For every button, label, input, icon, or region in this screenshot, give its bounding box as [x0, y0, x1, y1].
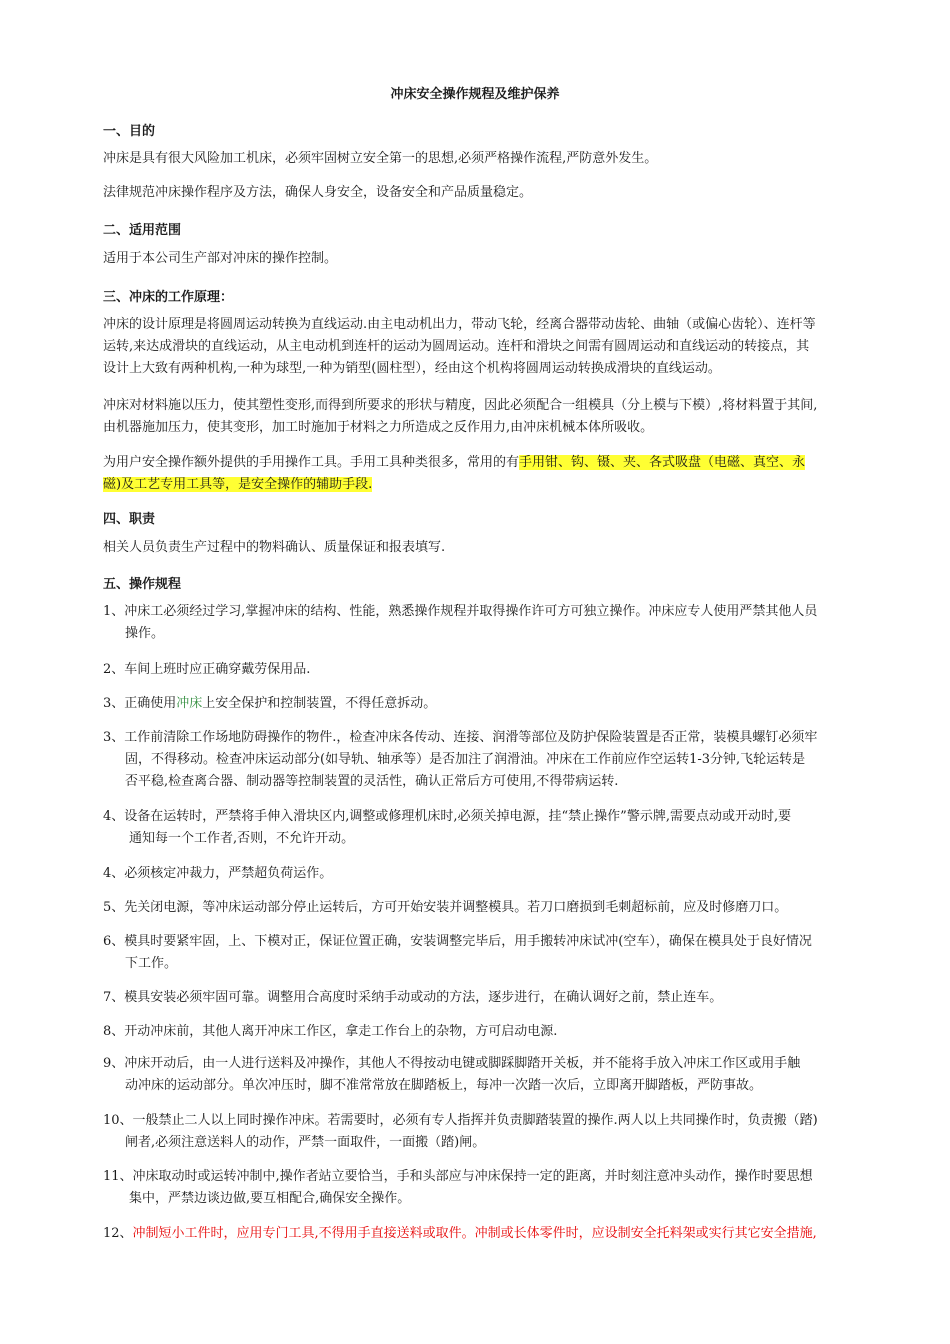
rule-item: [103, 693, 863, 715]
text-line: 4、设备在运转时，严禁将手伸入滑块区内,调整或修理机床时,必须关掉电源，挂“禁止操作”警示牌,需要点动或开动时,要: [103, 809, 792, 824]
paragraph: 法律规范冲床操作程序及方法，确保人身安全，设备安全和产品质量稳定。: [103, 185, 533, 200]
paragraph: [103, 452, 863, 496]
text-line: 通知每一个工作者,否则，不允许开动。: [129, 831, 355, 846]
text-line: 9、冲床开动后，由一人进行送料及冲操作，其他人不得按动电键或脚踩脚踏开关板，并不能将手放入冲床工作区或用手触: [103, 1056, 801, 1071]
text-line: 1、冲床工必须经过学习,掌握冲床的结构、性能，熟悉操作规程并取得操作许可方可独立操作。冲床应专人使用严禁其他人员: [103, 604, 818, 619]
rule-item: 5、先关闭电源，等冲床运动部分停止运转后，方可开始安装并调整模具。若刀口磨损到毛刺超标前，应及时修磨刀口。: [103, 900, 788, 915]
rule-item: 7、模具安装必须牢固可靠。调整用合高度时采纳手动或动的方法，逐步进行，在确认调好之前，禁止连车。: [103, 990, 723, 1005]
text-span: 3、正确使用: [103, 696, 177, 711]
text-span: 12、: [103, 1226, 133, 1241]
document-title: 冲床安全操作规程及维护保养: [390, 87, 560, 102]
text-line: 6、模具时要紧牢固，上、下模对正，保证位置正确，安装调整完毕后，用手搬转冲床试冲(空车），确保在模具处于良好情况: [103, 934, 812, 949]
paragraph: [103, 395, 863, 439]
section-heading-duties: 四、职责: [103, 512, 156, 527]
text-line: 冲床对材料施以压力，使其塑性变形,而得到所要求的形状与精度，因此必须配合一组模具（分上模与下模）,将材料置于其间,: [103, 398, 818, 413]
text-line: 3、工作前清除工作场地防碍操作的物件.，检查冲床各传动、连接、润滑等部位及防护保险装置是否正常，装模具螺钉必须牢: [103, 730, 818, 745]
rule-item: [103, 1166, 863, 1210]
rule-item: [103, 727, 863, 793]
rule-item: [103, 1053, 863, 1097]
section-heading-rules: 五、操作规程: [103, 577, 182, 592]
rule-item: 4、必须核定冲裁力，严禁超负荷运作。: [103, 866, 333, 881]
highlighted-text: 磁)及工艺专用工具等，是安全操作的辅助手段.: [103, 477, 373, 492]
text-line: 设计上大致有两种机构,一种为球型,一种为销型(圆柱型），经由这个机构将圆周运动转换成滑块的直线运动。: [103, 361, 721, 376]
text-line: 运转,来达成滑块的直线运动，从主电动机到连杆的运动为圆周运动。连杆和滑块之间需有圆周运动和直线运动的转接点，其: [103, 339, 810, 354]
rule-item: [103, 1223, 863, 1245]
section-heading-principle: 三、冲床的工作原理：: [103, 290, 234, 305]
paragraph: 适用于本公司生产部对冲床的操作控制。: [103, 251, 338, 266]
text-line: [103, 452, 863, 474]
text-line: 动冲床的运动部分。单次冲压时，脚不准常常放在脚踏板上，每冲一次踏一次后，立即离开脚踏板，严防事故。: [125, 1078, 763, 1093]
text-line: 闸者,必须注意送料人的动作，严禁一面取件，一面搬（踏)闸。: [125, 1135, 486, 1150]
text-line: 下工作。: [125, 956, 178, 971]
rule-item: 2、车间上班时应正确穿戴劳保用品.: [103, 662, 311, 677]
rule-item: [103, 806, 863, 850]
text-line: 冲床的设计原理是将圆周运动转换为直线运动.由主电动机出力，带动飞轮，经离合器带动齿轮、曲轴（或偏心齿轮）、连杆等: [103, 317, 816, 332]
text-line: 由机器施加压力，使其变形，加工时施加于材料之力所造成之反作用力,由冲床机械本体所吸收。: [103, 420, 654, 435]
rule-item: 8、开动冲床前，其他人离开冲床工作区，拿走工作台上的杂物，方可启动电源.: [103, 1024, 558, 1039]
text-span: 为用户安全操作额外提供的手用操作工具。手用工具种类很多，常用的有: [103, 455, 520, 470]
text-line: 否平稳,检查离合器、制动器等控制装置的灵活性，确认正常后方可使用,不得带病运转.: [125, 774, 619, 789]
rule-item: [103, 1110, 863, 1154]
text-line: 操作。: [125, 626, 165, 641]
text-span: 上安全保护和控制装置，不得任意拆动。: [202, 696, 437, 711]
paragraph: 冲床是具有很大风险加工机床，必须牢固树立安全第一的思想,必须严格操作流程,严防意外发生。: [103, 151, 658, 166]
highlighted-text: 手用钳、钩、镊、夹、各式吸盘（电磁、真空、永: [519, 455, 806, 470]
text-line: 10、一般禁止二人以上同时操作冲床。若需要时，必须有专人指挥并负责脚踏装置的操作.两人以上共同操作时，负责搬（踏): [103, 1113, 818, 1128]
text-line: 固，不得移动。检查冲床运动部分(如导轨、轴承等）是否加注了润滑油。冲床在工作前应作空运转1-3分钟,飞轮运转是: [125, 752, 806, 767]
section-heading-purpose: 一、目的: [103, 124, 156, 139]
paragraph: 相关人员负责生产过程中的物料确认、质量保证和报表填写.: [103, 540, 446, 555]
text-line: 11、冲床取动时或运转冲制中,操作者站立要恰当，手和头部应与冲床保持一定的距离，并时刻注意冲头动作，操作时要思想: [103, 1169, 813, 1184]
rule-item: [103, 931, 863, 975]
text-line: [103, 474, 863, 496]
paragraph: [103, 314, 863, 380]
section-heading-scope: 二、适用范围: [103, 223, 182, 238]
green-text: 冲床: [176, 696, 203, 711]
text-line: 集中，严禁边谈边做,要互相配合,确保安全操作。: [129, 1191, 411, 1206]
red-text: 冲制短小工件时，应用专门工具,不得用手直接送料或取件。冲制或长体零件时，应设制安全托料架或实行其它安全措施,: [132, 1226, 817, 1241]
rule-item: [103, 601, 863, 645]
